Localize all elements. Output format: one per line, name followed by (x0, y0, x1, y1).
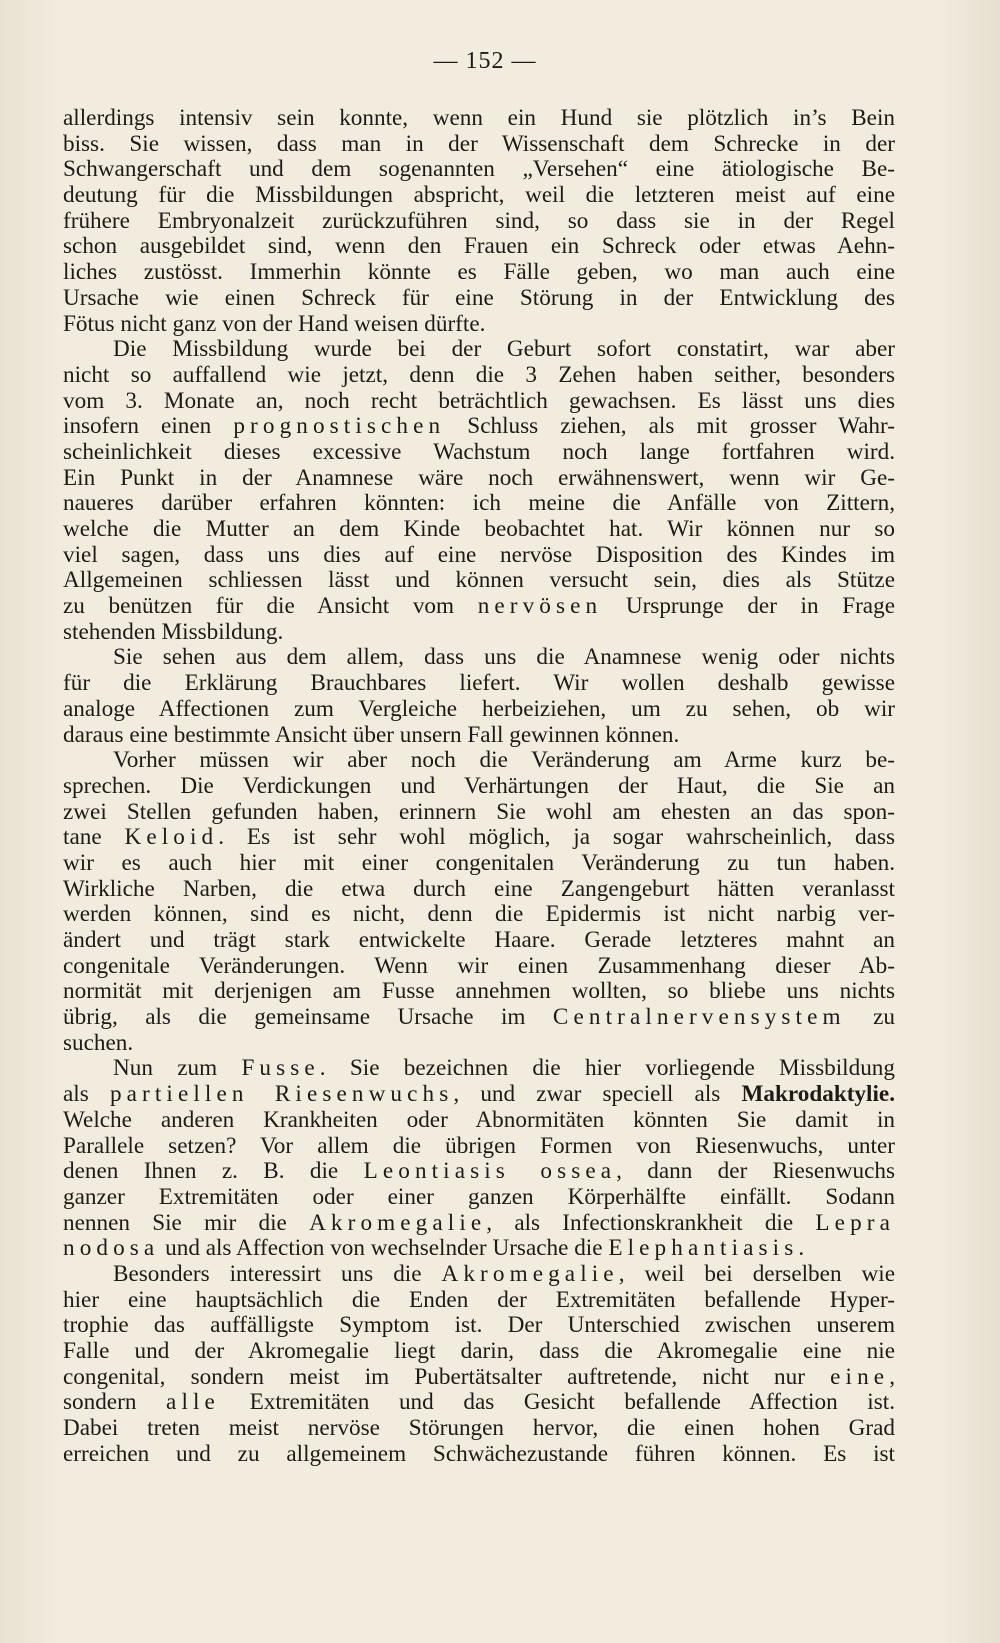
text-line (63, 1442, 895, 1468)
text-run: Ursache wie einen Schreck für eine Störung in der Entwicklung des (63, 285, 895, 311)
text-line (63, 851, 895, 877)
text-run: hier eine hauptsächlich die Enden der Extremitäten befallende Hyper- (63, 1287, 895, 1313)
text-run: zwei Stellen gefunden haben, erinnern Sie wohl am ehesten an das spon- (63, 799, 895, 825)
text-run: als (63, 1082, 110, 1108)
text-run: normität mit derjenigen am Fusse annehmen wollten, so bliebe uns nichts (63, 979, 895, 1005)
text-run: übrig, als die gemeinsame Ursache im (63, 1005, 553, 1031)
text-line (63, 1134, 895, 1160)
text-line (63, 594, 895, 620)
text-line (63, 620, 895, 646)
spaced-emphasis: nodosa (63, 1236, 160, 1262)
text-run: vom 3. Monate an, noch recht beträchtlich gewachsen. Es lässt uns dies (63, 388, 895, 414)
text-line (63, 902, 895, 928)
text-run: daraus eine bestimmte Ansicht über unsern Fall gewinnen können. (63, 722, 680, 748)
spaced-emphasis: Centralnervensystem (552, 1005, 846, 1031)
text-line (63, 825, 895, 851)
text-line (63, 363, 895, 389)
text-run: liches zustösst. Immerhin könnte es Fälle geben, wo man auch eine (63, 260, 895, 286)
text-run: sondern (63, 1390, 167, 1416)
text-line (63, 954, 895, 980)
text-line (63, 697, 895, 723)
spaced-emphasis: Keloid (124, 825, 219, 851)
text-line (63, 1390, 895, 1416)
text-line (63, 1365, 895, 1391)
spaced-emphasis: prognostischen (233, 414, 446, 440)
text-run: Nun zum (113, 1056, 242, 1082)
text-run: Schluss ziehen, als mit grosser Wahr- (445, 414, 895, 440)
body-text (63, 106, 895, 1467)
text-run: viel sagen, dass uns dies auf eine nervöse Disposition des Kindes im (63, 542, 895, 568)
text-run: Sie sehen aus dem allem, dass uns die Anamnese wenig oder nichts (113, 645, 895, 671)
spaced-emphasis: Lepra (815, 1210, 895, 1236)
text-run: naueres darüber erfahren könnten: ich meine die Anfälle von Zittern, (63, 491, 895, 517)
text-run: nennen Sie mir die (63, 1210, 310, 1236)
text-run: , als Infectionskrankheit die (486, 1210, 816, 1236)
text-line (63, 800, 895, 826)
text-line (63, 106, 895, 132)
text-line (63, 1108, 895, 1134)
text-line (63, 748, 895, 774)
text-run: allerdings intensiv sein konnte, wenn ein Hund sie plötzlich in’s Bein (63, 106, 895, 131)
spaced-emphasis: alle (166, 1390, 220, 1416)
text-line (63, 568, 895, 594)
page-number: — 152 — (433, 48, 537, 74)
text-line (63, 1416, 895, 1442)
text-line (63, 1211, 895, 1237)
spaced-emphasis: nervösen (477, 594, 603, 620)
text-run: tane (63, 825, 125, 851)
text-run: Ein Punkt in der Anamnese wäre noch erwähnenswert, wenn wir Ge- (63, 465, 895, 491)
text-run: zu benützen für die Ansicht vom (63, 594, 478, 620)
text-run: stehenden Missbildung. (63, 619, 284, 645)
text-run: Vorher müssen wir aber noch die Veränderung am Arme kurz be- (113, 748, 895, 774)
text-line (63, 543, 895, 569)
text-run: denen Ihnen z. B. die (63, 1159, 364, 1185)
text-line (63, 440, 895, 466)
text-run: werden können, sind es nicht, denn die Epidermis ist nicht narbig ver- (63, 902, 895, 928)
text-run: ändert und trägt stark entwickelte Haare. Gerade letzteres mahnt an (63, 928, 895, 953)
text-run: wir es auch hier mit einer congenitalen Veränderung zu tun haben. (63, 850, 895, 876)
text-run: nicht so auffallend wie jetzt, denn die 3 Zehen haben seither, besonders (63, 362, 895, 388)
text-line (63, 1288, 895, 1314)
text-line (63, 979, 895, 1005)
text-run: insofern einen (63, 414, 234, 440)
text-line (63, 1005, 895, 1031)
spaced-emphasis: eine (830, 1364, 890, 1390)
text-line (63, 877, 895, 903)
text-line (63, 1313, 895, 1339)
text-run: Ursprunge der in Frage (602, 594, 895, 620)
text-line (63, 774, 895, 800)
text-line (63, 1056, 895, 1082)
text-run: welche die Mutter an dem Kinde beobachtet hat. Wir können nur so (63, 517, 895, 542)
text-line (63, 645, 895, 671)
text-run: Die Missbildung wurde bei der Geburt sofort constatirt, war aber (113, 337, 895, 363)
text-run: , (889, 1364, 895, 1390)
text-run: Parallele setzen? Vor allem die übrigen Formen von Riesenwuchs, unter (63, 1133, 895, 1159)
text-line (63, 1082, 895, 1108)
text-run: , dann der Riesenwuchs (616, 1159, 895, 1185)
text-run: frühere Embryonalzeit zurückzuführen sind, so dass sie in der Regel (63, 208, 895, 234)
text-run: congenital, sondern meist im Pubertätsalter auftretende, nicht nur (63, 1364, 831, 1390)
text-line (63, 234, 895, 260)
text-run: Wirkliche Narben, die etwa durch eine Zangengeburt hätten veranlasst (63, 876, 895, 902)
text-run: für die Erklärung Brauchbares liefert. Wir wollen deshalb gewisse (63, 671, 895, 697)
text-line (63, 286, 895, 312)
text-line (63, 491, 895, 517)
spaced-emphasis: Leontiasis ossea (363, 1159, 617, 1185)
spaced-emphasis: partiellen Riesenwuchs (109, 1082, 454, 1108)
text-run: suchen. (63, 1030, 134, 1056)
text-line (63, 312, 895, 338)
text-run: erreichen und zu allgemeinem Schwächezustande führen können. Es ist (63, 1441, 895, 1467)
text-line (63, 132, 895, 158)
text-run: , und zwar speciell als (453, 1082, 742, 1108)
spaced-emphasis: Elephantiasis (608, 1236, 799, 1262)
text-line (63, 337, 895, 363)
text-run: Besonders interessirt uns die (113, 1261, 442, 1287)
text-line (63, 517, 895, 543)
text-run: Dabei treten meist nervöse Störungen hervor, die einen hohen Grad (63, 1416, 895, 1442)
text-line (63, 1236, 895, 1262)
text-run: , weil bei derselben wie (618, 1261, 895, 1287)
text-run: und als Affection von wechselnder Ursache die (159, 1236, 609, 1262)
text-run: deutung für die Missbildungen abspricht, weil die letzteren meist auf eine (63, 183, 895, 209)
spaced-emphasis: Akromegalie (441, 1261, 619, 1287)
text-run: analoge Affectionen zum Vergleiche herbeiziehen, um zu sehen, ob wir (63, 696, 895, 722)
text-run: Falle und der Akromegalie liegt darin, dass die Akromegalie eine nie (63, 1339, 895, 1364)
text-line (63, 414, 895, 440)
text-line (63, 389, 895, 415)
text-run: . Es ist sehr wohl möglich, ja sogar wahrscheinlich, dass (218, 825, 895, 851)
text-run: zu (845, 1005, 895, 1031)
text-run: scheinlichkeit dieses excessive Wachstum noch lange fortfahren wird. (63, 439, 895, 465)
text-run: ganzer Extremitäten oder einer ganzen Körperhälfte einfällt. Sodann (63, 1184, 895, 1210)
text-line (63, 1159, 895, 1185)
text-line (63, 1339, 895, 1365)
text-run: . (798, 1236, 805, 1262)
bold-term: Makrodaktylie. (741, 1082, 895, 1108)
text-run: Schwangerschaft und dem sogenannten „Versehen“ eine ätiologische Be- (63, 157, 895, 183)
text-line (63, 157, 895, 183)
text-run: schon ausgebildet sind, wenn den Frauen ein Schreck oder etwas Aehn- (63, 234, 895, 260)
text-line (63, 723, 895, 749)
text-line (63, 671, 895, 697)
text-line (63, 209, 895, 235)
spaced-emphasis: Fusse (241, 1056, 320, 1082)
text-run: trophie das auffälligste Symptom ist. Der Unterschied zwischen unserem (63, 1313, 895, 1339)
text-run: Welche anderen Krankheiten oder Abnormitäten könnten Sie damit in (63, 1107, 895, 1133)
text-line (63, 183, 895, 209)
text-line (63, 1262, 895, 1288)
text-run: . Sie bezeichnen die hier vorliegende Missbildung (319, 1056, 895, 1082)
text-run: sprechen. Die Verdickungen und Verhärtungen der Haut, die Sie an (63, 773, 895, 799)
spaced-emphasis: Akromegalie (309, 1210, 487, 1236)
text-line (63, 1031, 895, 1057)
text-run: Fötus nicht ganz von der Hand weisen dürfte. (63, 311, 486, 337)
text-line (63, 260, 895, 286)
text-run: Extremitäten und das Gesicht befallende Affection ist. (219, 1390, 895, 1416)
text-line (63, 466, 895, 492)
text-run: biss. Sie wissen, dass man in der Wissenschaft dem Schrecke in der (63, 131, 895, 157)
text-line (63, 1185, 895, 1211)
text-run: Allgemeinen schliessen lässt und können versucht sein, dies als Stütze (63, 568, 895, 594)
text-run: congenitale Veränderungen. Wenn wir einen Zusammenhang dieser Ab- (63, 953, 895, 979)
text-line (63, 928, 895, 954)
